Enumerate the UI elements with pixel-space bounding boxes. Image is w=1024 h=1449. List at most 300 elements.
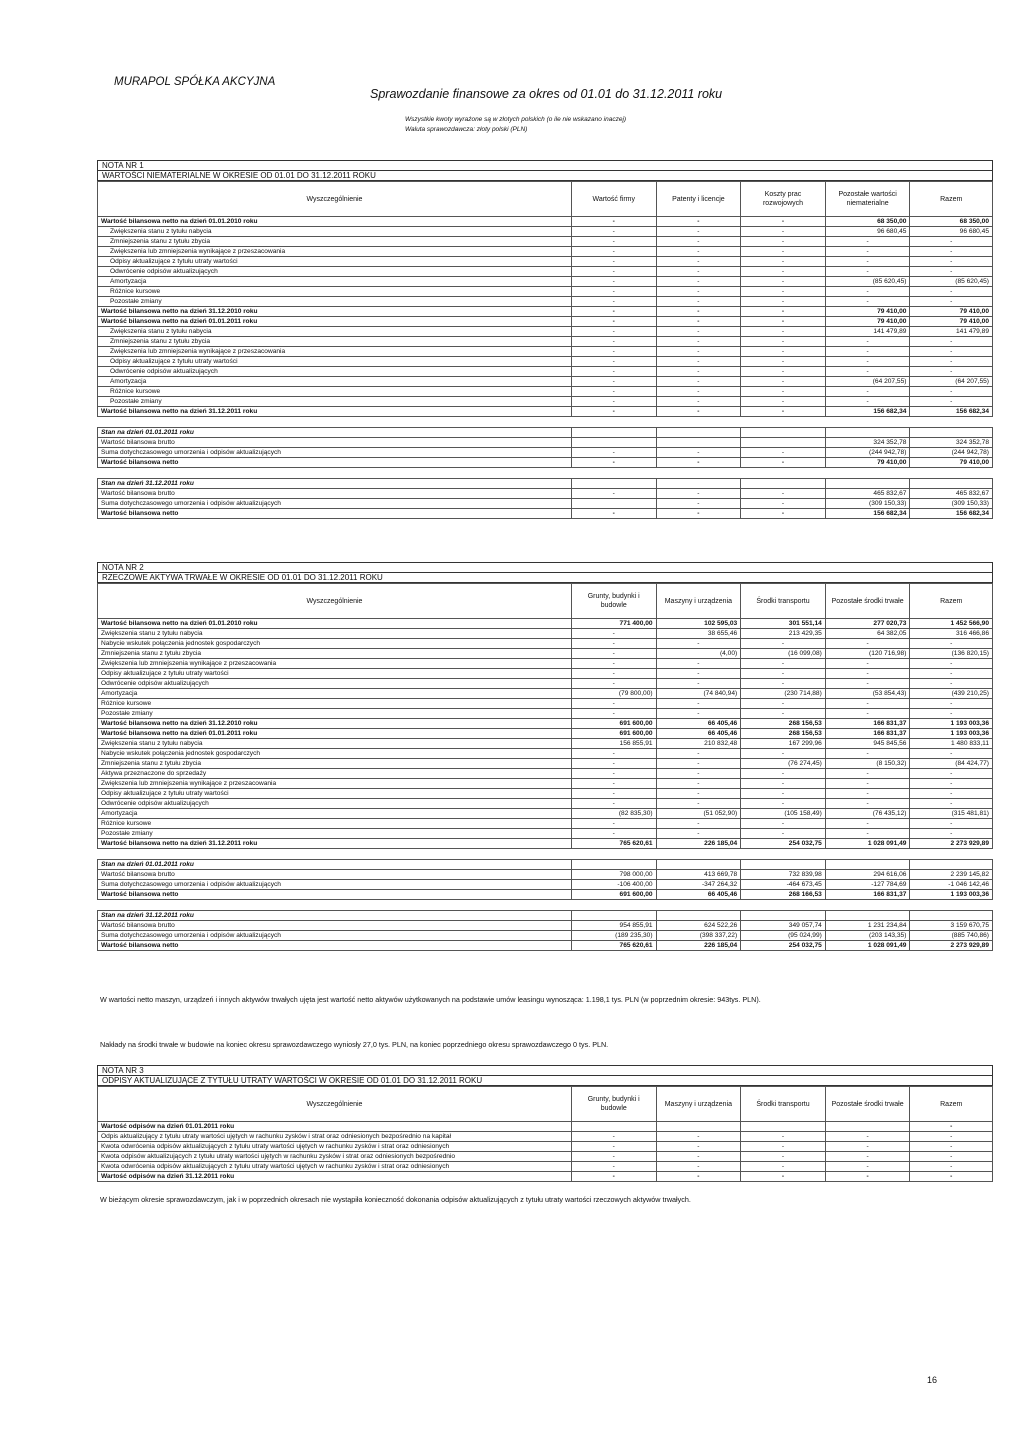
row-label: Wartość bilansowa netto na dzień 31.12.2011 roku xyxy=(98,407,572,417)
row-label: Zwiększenia lub zmniejszenia wynikające z przeszacowania xyxy=(98,347,572,357)
row-value: - xyxy=(741,1162,826,1172)
row-label: Pozostałe zmiany xyxy=(98,397,572,407)
row-value: - xyxy=(656,377,741,387)
table-row xyxy=(98,659,993,669)
row-value: - xyxy=(825,297,910,307)
row-value: - xyxy=(910,639,993,649)
row-value: - xyxy=(656,679,741,689)
row-value: 156 682,34 xyxy=(910,509,993,519)
nota-3-table xyxy=(97,1086,993,1182)
row-value: - xyxy=(571,709,656,719)
table-row xyxy=(98,819,993,829)
row-value xyxy=(571,1122,656,1132)
row-value: - xyxy=(825,397,910,407)
row-value: - xyxy=(656,357,741,367)
row-value: - xyxy=(571,649,656,659)
column-header: Środki transportu xyxy=(741,584,826,619)
row-value: - xyxy=(910,257,993,267)
row-value: - xyxy=(910,247,993,257)
leasing-note: W wartości netto maszyn, urządzeń i innych aktywów trwałych ujęta jest wartość netto aktywów użytkowanych na podstawie umów leasingu wynosząca: 1.198,1 tys. PLN (w poprzednim okresie: 943tys. PLN). xyxy=(100,995,761,1004)
row-value: 166 831,37 xyxy=(825,729,910,739)
row-label: Odpisy aktualizujące z tytułu utraty wartości xyxy=(98,357,572,367)
row-value: 268 156,53 xyxy=(741,719,826,729)
row-value: 102 595,03 xyxy=(656,619,741,629)
row-value: - xyxy=(741,407,826,417)
row-value xyxy=(571,499,656,509)
stan-title: Stan na dzień 01.01.2011 roku xyxy=(98,860,572,870)
table-header-row xyxy=(98,584,993,619)
row-value: (85 620,45) xyxy=(910,277,993,287)
row-value: - xyxy=(571,639,656,649)
column-header: Wyszczególnienie xyxy=(98,584,572,619)
table-row xyxy=(98,679,993,689)
row-value: - xyxy=(910,357,993,367)
row-value: 277 020,73 xyxy=(825,619,910,629)
row-value: - xyxy=(741,357,826,367)
row-value: 1 231 234,84 xyxy=(825,921,910,931)
row-value: - xyxy=(656,267,741,277)
nota-3 xyxy=(97,1065,993,1182)
row-value: 268 166,53 xyxy=(741,890,826,900)
table-row xyxy=(98,719,993,729)
row-value: - xyxy=(656,227,741,237)
row-value: (95 024,99) xyxy=(741,931,826,941)
column-header: Wyszczególnienie xyxy=(98,1087,572,1122)
row-value: 226 185,04 xyxy=(656,941,741,951)
row-label: Zwiększenia lub zmniejszenia wynikające z przeszacowania xyxy=(98,247,572,257)
row-label: Zwiększenia lub zmniejszenia wynikające z przeszacowania xyxy=(98,659,572,669)
currency-note: Wszystkie kwoty wyrażone są w złotych polskich (o ile nie wskazano inaczej) xyxy=(405,116,627,123)
table-row xyxy=(98,1152,993,1162)
row-value: (203 143,35) xyxy=(825,931,910,941)
row-value: (244 942,78) xyxy=(825,448,910,458)
column-header: Wartość firmy xyxy=(571,182,656,217)
row-value: 1 452 566,90 xyxy=(910,619,993,629)
row-label: Odpisy aktualizujące z tytułu utraty wartości xyxy=(98,669,572,679)
table-row xyxy=(98,789,993,799)
row-value: - xyxy=(656,347,741,357)
row-value: 96 680,45 xyxy=(825,227,910,237)
row-label: Wartość bilansowa netto na dzień 31.12.2011 roku xyxy=(98,839,572,849)
row-value: -127 784,69 xyxy=(825,880,910,890)
table-row xyxy=(98,1162,993,1172)
table-row xyxy=(98,639,993,649)
row-value: - xyxy=(825,669,910,679)
row-value: (189 235,30) xyxy=(571,931,656,941)
row-value: - xyxy=(741,769,826,779)
row-label: Kwota odwrócenia odpisów aktualizujących z tytułu utraty wartości ujętych w rachunku zysków i strat oraz odniesionych xyxy=(98,1142,572,1152)
row-value xyxy=(741,1122,826,1132)
row-value: 945 845,56 xyxy=(825,739,910,749)
row-value: (76 435,12) xyxy=(825,809,910,819)
row-value: 66 405,46 xyxy=(656,890,741,900)
row-value: 324 352,78 xyxy=(825,438,910,448)
row-value: (230 714,88) xyxy=(741,689,826,699)
row-value: 156 682,34 xyxy=(825,509,910,519)
table-row xyxy=(98,769,993,779)
table-row xyxy=(98,839,993,849)
row-value: - xyxy=(910,1142,993,1152)
row-label: Wartość bilansowa netto xyxy=(98,458,572,468)
row-value: 324 352,78 xyxy=(910,438,993,448)
row-value: - xyxy=(910,1122,993,1132)
row-value: 166 831,37 xyxy=(825,719,910,729)
row-value: - xyxy=(910,819,993,829)
column-header: Środki transportu xyxy=(741,1087,826,1122)
row-value xyxy=(741,438,826,448)
row-value: 156 682,34 xyxy=(910,407,993,417)
column-header: Wyszczególnienie xyxy=(98,182,572,217)
table-row xyxy=(98,397,993,407)
table-row xyxy=(98,247,993,257)
row-value: - xyxy=(910,699,993,709)
table-row xyxy=(98,267,993,277)
row-value: - xyxy=(741,709,826,719)
row-value: 79 410,00 xyxy=(825,458,910,468)
row-value: - xyxy=(910,367,993,377)
row-value: - xyxy=(656,499,741,509)
row-value: - xyxy=(910,387,993,397)
row-value: - xyxy=(825,337,910,347)
row-value: - xyxy=(571,629,656,639)
row-label: Kwota odwrócenia odpisów aktualizujących z tytułu utraty wartości ujętych w rachunku zysków i strat oraz odniesionych xyxy=(98,1162,572,1172)
row-label: Zwiększenia stanu z tytułu nabycia xyxy=(98,629,572,639)
row-value: - xyxy=(741,1132,826,1142)
row-value: 624 522,26 xyxy=(656,921,741,931)
row-value: - xyxy=(656,799,741,809)
row-value: - xyxy=(825,267,910,277)
row-value: - xyxy=(910,679,993,689)
row-label: Różnice kursowe xyxy=(98,287,572,297)
row-value: - xyxy=(741,1142,826,1152)
row-value: - xyxy=(571,327,656,337)
row-value: 156 682,34 xyxy=(825,407,910,417)
capex-note: Nakłady na środki trwałe w budowie na koniec okresu sprawozdawczego wyniosły 27,0 tys. PLN, na koniec poprzedniego okresu sprawozdawczego 0 tys. PLN. xyxy=(100,1040,609,1049)
row-value: 79 410,00 xyxy=(825,317,910,327)
row-value: - xyxy=(741,367,826,377)
column-header: Maszyny i urządzenia xyxy=(656,584,741,619)
row-value: - xyxy=(741,237,826,247)
table-row xyxy=(98,387,993,397)
row-value: - xyxy=(910,749,993,759)
row-value: - xyxy=(571,1142,656,1152)
row-value: - xyxy=(910,799,993,809)
row-value: - xyxy=(656,659,741,669)
row-value: (64 207,55) xyxy=(825,377,910,387)
row-value: - xyxy=(571,489,656,499)
row-label: Suma dotychczasowego umorzenia i odpisów aktualizujących xyxy=(98,448,572,458)
row-value: - xyxy=(571,287,656,297)
row-value: - xyxy=(825,367,910,377)
row-value: - xyxy=(656,1162,741,1172)
row-value: - xyxy=(910,397,993,407)
table-row xyxy=(98,921,993,931)
row-label: Kwota odpisów aktualizujących z tytułu utraty wartości ujętych w rachunku zysków i strat oraz odniesionych bezpośrednio xyxy=(98,1152,572,1162)
row-value: - xyxy=(656,257,741,267)
row-value: 1 028 091,49 xyxy=(825,941,910,951)
nota-2 xyxy=(97,562,993,951)
stan-title: Stan na dzień 31.12.2011 roku xyxy=(98,911,572,921)
row-value: - xyxy=(571,448,656,458)
column-header: Razem xyxy=(910,584,993,619)
row-value: - xyxy=(741,509,826,519)
row-value: - xyxy=(910,1162,993,1172)
table-row xyxy=(98,749,993,759)
row-value: 316 466,86 xyxy=(910,629,993,639)
row-value: 79 410,00 xyxy=(825,307,910,317)
row-label: Odwrócenie odpisów aktualizujących xyxy=(98,367,572,377)
row-label: Odwrócenie odpisów aktualizujących xyxy=(98,267,572,277)
row-label: Zwiększenia stanu z tytułu nabycia xyxy=(98,227,572,237)
impairment-note: W bieżącym okresie sprawozdawczym, jak i w poprzednich okresach nie wystąpiła konieczność dokonania odpisów aktualizujących z tytułu utraty wartości rzeczowych aktywów trwałych. xyxy=(100,1195,691,1204)
row-value: - xyxy=(910,1152,993,1162)
row-value: - xyxy=(571,669,656,679)
table-row xyxy=(98,217,993,227)
row-value: - xyxy=(825,639,910,649)
row-value: - xyxy=(656,759,741,769)
row-value: - xyxy=(825,1162,910,1172)
row-value: - xyxy=(656,407,741,417)
row-label: Wartość bilansowa brutto xyxy=(98,438,572,448)
row-value: 66 405,46 xyxy=(656,719,741,729)
row-value: 732 839,98 xyxy=(741,870,826,880)
stan-title: Stan na dzień 01.01.2011 roku xyxy=(98,428,572,438)
row-value: - xyxy=(910,829,993,839)
table-row xyxy=(98,367,993,377)
row-value: 349 057,74 xyxy=(741,921,826,931)
row-value: - xyxy=(825,709,910,719)
table-row xyxy=(98,347,993,357)
row-value: 2 239 145,82 xyxy=(910,870,993,880)
row-value: - xyxy=(656,237,741,247)
row-value: (4,00) xyxy=(656,649,741,659)
row-value: - xyxy=(656,277,741,287)
company-name: MURAPOL SPÓŁKA AKCYJNA xyxy=(114,76,276,88)
row-value: - xyxy=(571,779,656,789)
row-value: (244 942,78) xyxy=(910,448,993,458)
row-value: - xyxy=(741,819,826,829)
row-value: - xyxy=(571,699,656,709)
row-value: - xyxy=(741,1152,826,1162)
row-value: - xyxy=(910,659,993,669)
row-value: - xyxy=(910,267,993,277)
row-value: - xyxy=(571,1162,656,1172)
nota-1-stan-close xyxy=(97,478,993,519)
row-value: (79 800,00) xyxy=(571,689,656,699)
row-value: (84 424,77) xyxy=(910,759,993,769)
row-value: - xyxy=(571,749,656,759)
row-label: Amortyzacja xyxy=(98,277,572,287)
column-header: Koszty prac rozwojowych xyxy=(741,182,826,217)
row-label: Wartość bilansowa netto na dzień 31.12.2010 roku xyxy=(98,719,572,729)
row-label: Wartość odpisów na dzień 31.12.2011 roku xyxy=(98,1172,572,1182)
row-label: Zmniejszenia stanu z tytułu zbycia xyxy=(98,237,572,247)
page-number: 16 xyxy=(927,1375,938,1385)
row-value: - xyxy=(656,829,741,839)
table-row xyxy=(98,759,993,769)
nota-3-label: NOTA NR 3 xyxy=(98,1066,992,1076)
row-value: - xyxy=(571,679,656,689)
row-label: Wartość bilansowa brutto xyxy=(98,870,572,880)
row-value: 79 410,00 xyxy=(910,317,993,327)
table-row xyxy=(98,890,993,900)
row-value: - xyxy=(571,1132,656,1142)
row-value: (16 099,08) xyxy=(741,649,826,659)
row-label: Suma dotychczasowego umorzenia i odpisów aktualizujących xyxy=(98,499,572,509)
nota-2-label: NOTA NR 2 xyxy=(98,563,992,573)
row-value: - xyxy=(825,357,910,367)
row-value: - xyxy=(656,1172,741,1182)
row-value: - xyxy=(741,317,826,327)
row-value: - xyxy=(741,387,826,397)
row-label: Wartość bilansowa netto xyxy=(98,509,572,519)
row-value: - xyxy=(825,699,910,709)
nota-3-title: ODPISY AKTUALIZUJĄCE Z TYTUŁU UTRATY WARTOŚCI W OKRESIE OD 01.01 DO 31.12.2011 ROKU xyxy=(102,1076,483,1085)
row-value: -106 400,00 xyxy=(571,880,656,890)
row-label: Amortyzacja xyxy=(98,689,572,699)
row-value: 1 193 003,36 xyxy=(910,890,993,900)
row-value: - xyxy=(825,257,910,267)
row-value: - xyxy=(571,509,656,519)
row-value: - xyxy=(571,387,656,397)
table-row xyxy=(98,729,993,739)
table-row xyxy=(98,799,993,809)
row-value: - xyxy=(571,799,656,809)
nota-1-stan-open xyxy=(97,427,993,468)
row-value: - xyxy=(741,799,826,809)
row-value: - xyxy=(656,247,741,257)
row-label: Amortyzacja xyxy=(98,809,572,819)
row-value: - xyxy=(656,489,741,499)
table-row xyxy=(98,337,993,347)
row-value xyxy=(656,438,741,448)
row-value: - xyxy=(741,307,826,317)
table-row xyxy=(98,287,993,297)
row-value: 1 193 003,36 xyxy=(910,729,993,739)
row-label: Zwiększenia stanu z tytułu nabycia xyxy=(98,739,572,749)
row-value: (76 274,45) xyxy=(741,759,826,769)
row-value: - xyxy=(741,327,826,337)
row-label: Zwiększenia stanu z tytułu nabycia xyxy=(98,327,572,337)
row-value: - xyxy=(825,779,910,789)
table-row xyxy=(98,257,993,267)
row-value: - xyxy=(825,247,910,257)
row-value: - xyxy=(656,669,741,679)
row-value: - xyxy=(825,1142,910,1152)
column-header: Maszyny i urządzenia xyxy=(656,1087,741,1122)
row-value: - xyxy=(656,509,741,519)
row-value: - xyxy=(825,789,910,799)
table-row xyxy=(98,941,993,951)
row-value: - xyxy=(571,347,656,357)
row-value: 691 600,00 xyxy=(571,719,656,729)
row-label: Wartość bilansowa netto na dzień 01.01.2011 roku xyxy=(98,317,572,327)
column-header: Razem xyxy=(910,182,993,217)
row-value: - xyxy=(656,367,741,377)
table-row xyxy=(98,317,993,327)
row-value: - xyxy=(910,347,993,357)
row-value: - xyxy=(571,277,656,287)
row-value: - xyxy=(656,1152,741,1162)
row-value: - xyxy=(571,397,656,407)
row-value: 210 832,48 xyxy=(656,739,741,749)
row-value: 413 669,78 xyxy=(656,870,741,880)
row-value: (136 820,15) xyxy=(910,649,993,659)
row-value: (8 150,32) xyxy=(825,759,910,769)
row-value: 38 655,46 xyxy=(656,629,741,639)
reporting-currency: Waluta sprawozdawcza: złoty polski (PLN) xyxy=(405,126,528,133)
row-value: -464 673,45 xyxy=(741,880,826,890)
row-value: (82 835,30) xyxy=(571,809,656,819)
table-row xyxy=(98,509,993,519)
row-value: - xyxy=(656,699,741,709)
row-value: - xyxy=(910,237,993,247)
row-label: Wartość bilansowa netto xyxy=(98,890,572,900)
row-value: - xyxy=(910,789,993,799)
row-value: - xyxy=(656,387,741,397)
row-label: Wartość bilansowa netto na dzień 01.01.2011 roku xyxy=(98,729,572,739)
row-value: - xyxy=(656,217,741,227)
table-row xyxy=(98,619,993,629)
table-row xyxy=(98,237,993,247)
row-value: (315 481,81) xyxy=(910,809,993,819)
row-label: Odpis aktualizujący z tytułu utraty wartości ujętych w rachunku zysków i strat oraz odniesionych bezpośrednio na kapitał xyxy=(98,1132,572,1142)
row-value: - xyxy=(656,327,741,337)
row-value: 1 480 833,11 xyxy=(910,739,993,749)
table-row xyxy=(98,870,993,880)
row-value: - xyxy=(656,639,741,649)
row-value: 64 382,05 xyxy=(825,629,910,639)
row-value: 268 156,53 xyxy=(741,729,826,739)
row-value: 166 831,37 xyxy=(825,890,910,900)
row-value: - xyxy=(910,769,993,779)
table-row xyxy=(98,277,993,287)
row-value: - xyxy=(741,337,826,347)
nota-1 xyxy=(97,160,993,519)
row-value: 691 600,00 xyxy=(571,890,656,900)
row-value: - xyxy=(741,639,826,649)
row-value: 3 159 670,75 xyxy=(910,921,993,931)
row-label: Wartość bilansowa netto na dzień 01.01.2010 roku xyxy=(98,619,572,629)
table-row xyxy=(98,1132,993,1142)
table-row xyxy=(98,629,993,639)
table-row xyxy=(98,809,993,819)
row-value: - xyxy=(741,277,826,287)
row-value: 141 479,89 xyxy=(910,327,993,337)
row-value: (85 620,45) xyxy=(825,277,910,287)
row-label: Pozostałe zmiany xyxy=(98,829,572,839)
column-header: Pozostałe środki trwałe xyxy=(825,584,910,619)
row-value: 771 400,00 xyxy=(571,619,656,629)
nota-2-header xyxy=(97,562,993,583)
row-value xyxy=(571,438,656,448)
nota-2-title: RZECZOWE AKTYWA TRWAŁE W OKRESIE OD 01.01 DO 31.12.2011 ROKU xyxy=(102,573,383,582)
row-value: - xyxy=(825,769,910,779)
row-value: - xyxy=(571,659,656,669)
table-row xyxy=(98,499,993,509)
row-value: - xyxy=(741,679,826,689)
row-label: Nabycie wskutek połączenia jednostek gospodarczych xyxy=(98,749,572,759)
row-value: - xyxy=(741,458,826,468)
report-title: Sprawozdanie finansowe za okres od 01.01 do 31.12.2011 roku xyxy=(370,87,723,101)
row-value: - xyxy=(825,749,910,759)
row-label: Zmniejszenia stanu z tytułu zbycia xyxy=(98,649,572,659)
table-row xyxy=(98,377,993,387)
row-value: - xyxy=(741,499,826,509)
row-value: 68 350,00 xyxy=(910,217,993,227)
row-value: - xyxy=(656,307,741,317)
row-value: - xyxy=(825,1152,910,1162)
